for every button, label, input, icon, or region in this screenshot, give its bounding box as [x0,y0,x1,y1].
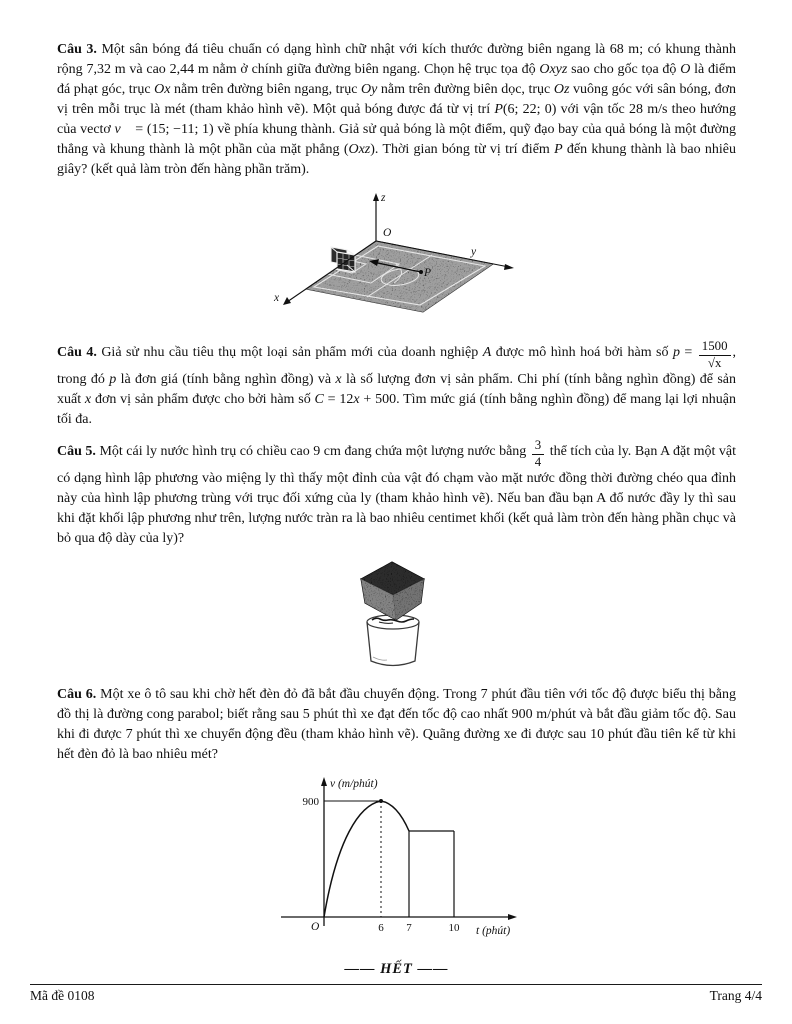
question-4 [57,340,736,430]
z-axis-arrow-icon [373,193,379,201]
y-axis-label: y [470,246,476,259]
question-5-text: Một cái ly nước hình trụ có chiều cao 9 cm đang chứa một lượng nước bằng $\frac{3}{4}$ thể tích của ly. Bạn A đặt một vật có dạng hình lập phương vào miệng ly thì thấy một đỉnh của vật đó chạm vào mặt nước đồng thời đường chéo qua đỉnh này của hình lập phương trùng với trục đối xứng của ly (tham khảo hình vẽ). Nếu ban đầu bạn A đổ nước đầy ly thì sau khi đặt khối lập phương như trên, lượng nước tràn ra là bao nhiêu centimet khối (kết quả làm tròn đến hàng phần chục và bỏ qua độ dày của ly)? [57,438,736,547]
question-3 [57,40,736,180]
question-3-label: Câu 3. [57,42,97,57]
question-6-label: Câu 6. [57,687,97,703]
tick-6: 6 [378,922,384,935]
z-axis-label: z [380,192,385,205]
speed-curve [324,801,409,917]
soccer-field-figure [271,189,523,325]
end-marker: —— HẾT —— [344,961,449,978]
vmax-label: 900 [302,796,319,809]
graph-origin-label: O [311,921,320,934]
page-number: Trang 4/4 [709,988,762,1003]
point-p-label: P [423,267,431,280]
origin-label: O [382,227,391,240]
t-axis-arrow-icon [508,914,517,920]
x-axis-label: x [273,292,279,305]
tick-7: 7 [406,922,412,935]
question-6 [57,685,736,765]
velocity-graph [269,774,524,940]
exam-code: Mã đề 0108 [30,988,95,1003]
y-axis-arrow-icon [504,264,514,270]
v-axis-label: v (m/phút) [330,778,378,791]
question-4-label: Câu 4. [57,345,97,361]
cube-in-glass-figure [349,558,444,670]
page-content [57,40,736,978]
question-3-text: Một sân bóng đá tiêu chuẩn có dạng hình chữ nhật với kích thước đường biên ngang là 68 m; có khung thành rộng 7,32 m và cao 2,44 m nằm ở chính giữa đường biên ngang. Chọn hệ trục tọa độ Oxyz sao cho gốc tọa độ O là điểm đá phạt góc, trục Ox nằm trên đường biên ngang, trục Oy nằm trên đường biên dọc, trục Oz vuông góc với sân bóng, đơn vị trên mỗi trục là mét (tham khảo hình vẽ). Một quả bóng được đá từ vị trí P(6; 22; 0) với vận tốc 28 m/s theo hướng của vectơ v⃗ = (15; −11; 1) về phía khung thành. Giả sử quả bóng là một điểm, quỹ đạo bay của quả bóng là một đường thẳng và khung thành là một phần của mặt phẳng (Oxz). Thời gian bóng từ vị trí điểm P đến khung thành là bao nhiêu giây? (kết quả làm tròn đến hàng phần trăm). [57,42,736,178]
question-5 [57,439,736,549]
question-6-text: Một xe ô tô sau khi chờ hết đèn đỏ đã bắt đầu chuyển động. Trong 7 phút đầu tiên với tốc độ được biểu thị bằng đồ thị là đường cong parabol; biết rằng sau 5 phút thì xe đạt đến tốc độ cao nhất 900 m/phút và bắt đầu giảm tốc độ. Sau khi đi được 7 phút thì xe chuyển động đều (tham khảo hình vẽ). Quãng đường xe đi được sau 10 phút đầu tiên kể từ khi hết đèn đỏ là bao nhiêu mét? [57,687,736,763]
x-axis-arrow-icon [283,297,291,305]
t-axis-label: t (phút) [476,925,511,938]
figure-soccer-field [57,189,736,330]
question-5-label: Câu 5. [57,444,96,460]
v-axis-arrow-icon [321,777,327,786]
figure-velocity-graph [57,774,736,945]
question-4-text: Giả sử nhu cầu tiêu thụ một loại sản phẩm mới của doanh nghiệp A được mô hình hoá bởi hàm số p = $\frac{1500}{√x}$ , trong đó p là đơn giá (tính bằng nghìn đồng) và x là số lượng đơn vị sản phẩm. Chi phí (tính bằng nghìn đồng) để sản xuất x đơn vị sản phẩm được cho bởi hàm số C = 12x + 500. Tìm mức giá (tính bằng nghìn đồng) để mang lại lợi nhuận tối đa. [57,339,737,428]
figure-cube-in-glass [57,558,736,675]
tick-10: 10 [448,922,460,935]
page-footer [30,984,762,1004]
